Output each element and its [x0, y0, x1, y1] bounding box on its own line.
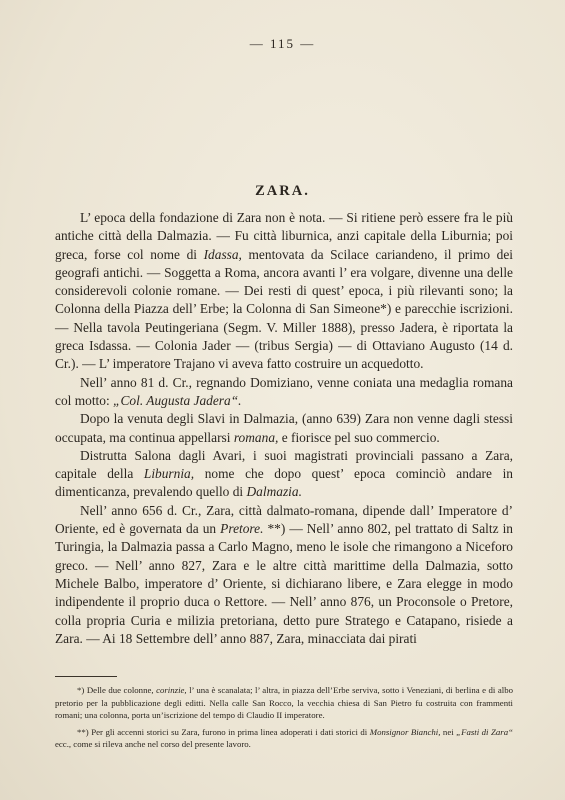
chapter-title: ZARA.	[255, 183, 310, 199]
italic-text: Monsignor Bianchi,	[369, 726, 441, 737]
italic-text: Dalmazia.	[246, 484, 302, 500]
text-run: **) Per gli accenni storici su Zara, furono in prima linea adoperati i dati storici di	[77, 726, 370, 737]
text-run: **) — Nell’ anno 802, pel trattato di Saltz in Turingia, la Dalmazia passa a Carlo Magno, meno le isole che rimangono a Niceforo greco. — Nell’ anno 827, Zara e le altre città marittime della Dalmazia, sotto Michele Balbo, imperatore d’ Oriente, si dichiarano libere, e Zara elegge in modo indipendente il proprio duca o Rettore. — Nell’ anno 876, un Proconsole o Pretore, colla propria Curia e milizia pretoriana, detto pure Stratego e Catapano, risiede a Zara. — Ai 18 Settembre dell’ anno 887, Zara, minacciata dai pirati	[55, 521, 513, 646]
text-run: nome che dopo quest’ epoca cominciò andare in dimenticanza, prevalendo quello di	[55, 466, 513, 500]
text-run: *) Delle due colonne,	[77, 685, 157, 695]
italic-text: „Fasti di Zara“	[456, 726, 513, 737]
text-run: Distrutta Salona dagli Avari, i suoi magistrati provinciali passano a Zara, capitale della	[55, 447, 513, 482]
paragraph	[55, 374, 513, 411]
text-run: L’ epoca della fondazione di Zara non è nota. — Si ritiene però essere fra le più antiche città della Dalmazia. — Fu città liburnica, anzi capitale della Liburnia; poi greca, forse col nome di	[55, 210, 513, 262]
page-number: — 115 —	[249, 36, 316, 51]
italic-text: Liburnia,	[143, 466, 195, 482]
text-run: Nell’ anno 656 d. Cr., Zara, città dalmato-romana, dipende dall’ Imperatore d’ Oriente, ed è governata da un	[55, 502, 513, 537]
footnotes	[55, 684, 513, 755]
text-run: e fiorisce pel suo commercio.	[278, 429, 440, 445]
italic-text: „Col. Augusta Jadera“.	[113, 392, 242, 408]
italic-text: romana,	[233, 429, 279, 445]
text-run: l’ una è scanalata; l’ altra, in piazza dell’Erbe serviva, sotto i Veneziani, di berlina e di albo pretorio per la pubblicazione degli editti. Nella calle San Rocco, la vecchia chiesa di San Pietro fu costruita con frammenti romani; una colonna, porta un’iscrizione del tempo di Claudio II imperatore.	[55, 685, 513, 720]
italic-text: Idassa,	[203, 246, 242, 262]
paragraph	[55, 447, 513, 502]
footnote-divider	[55, 676, 117, 677]
paragraph	[55, 209, 513, 374]
italic-text: corinzie,	[156, 685, 187, 695]
paragraph	[55, 410, 513, 447]
text-run: nei	[440, 726, 457, 737]
paragraph	[55, 502, 513, 648]
text-run: mentovata da Scilace cariandeno, il primo dei geografi antichi. — Soggetta a Roma, ancora avanti l’ era volgare, divenne una delle considerevoli colonie romane. — Dei resti di quest’ epoca, i più rilevanti sono; la Colonna della Piazza dell’ Erbe; la Colonna di San Simeone*) e parecchie iscrizioni. — Nella tavola Peutingeriana (Segm. V. Miller 1888), presso Jadera, è riportata la greca Isdassa. — Colonia Jader — (tribus Sergia) — di Ottaviano Augusto (14 d. Cr.). — L’ imperatore Trajano vi aveva fatto costruire un acquedotto.	[55, 246, 514, 372]
text-run: Dopo la venuta degli Slavi in Dalmazia, (anno 639) Zara non venne dagli stessi occupata, ma continua appellarsi	[55, 411, 513, 445]
text-run: Nell’ anno 81 d. Cr., regnando Domiziano, venne coniata una medaglia romana col motto:	[55, 374, 513, 408]
footnote	[55, 684, 513, 722]
main-text	[55, 209, 513, 648]
text-run: ecc., come si rileva anche nel corso del presente lavoro.	[55, 739, 251, 749]
italic-text: Pretore.	[220, 521, 264, 537]
footnote	[55, 726, 513, 751]
